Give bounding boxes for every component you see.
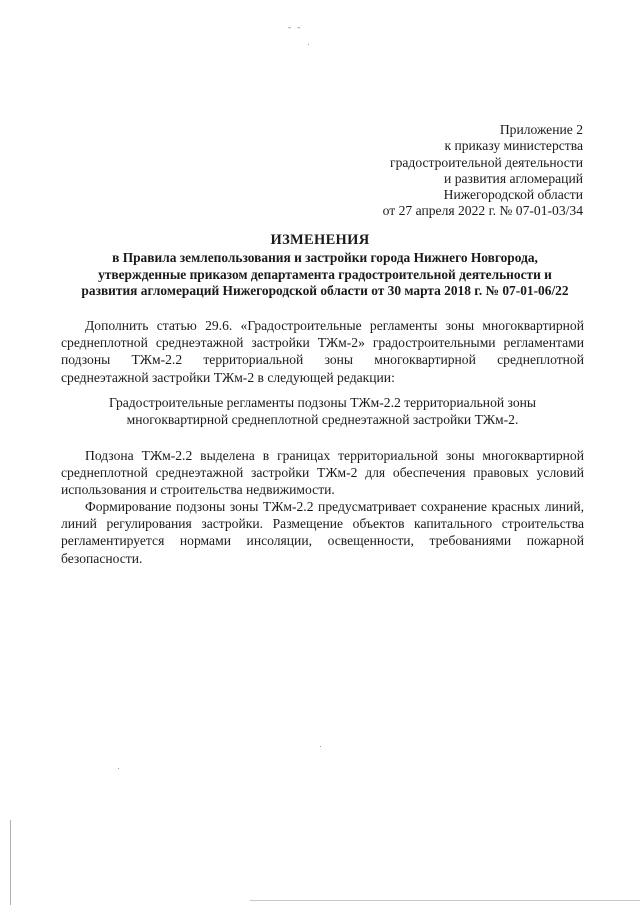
subzone-heading-line: Градостроительные регламенты подзоны ТЖм-2.2 территориальной зоны: [108, 395, 537, 410]
scan-dot: [308, 44, 309, 45]
appendix-line: от 27 апреля 2022 г. № 07-01-03/34: [382, 203, 583, 219]
paragraph-amend-article: Дополнить статью 29.6. «Градостроительные регламенты зоны многоквартирной среднеплотной среднеэтажной застройки ТЖм-2» градостроительными регламентами подзоны ТЖм-2.2 территориальной зоны многоквартирной среднеплотной среднеэтажной застройки ТЖм-2 в следующей редакции:: [61, 318, 584, 385]
appendix-line: Нижегородской области: [443, 187, 583, 203]
appendix-block: [383, 122, 583, 220]
document-title: ИЗМЕНЕНИЯ: [270, 232, 370, 248]
appendix-line: градостроительной деятельности: [390, 154, 583, 170]
subtitle-line: в Правила землепользования и застройки города Нижнего Новгорода,: [112, 250, 538, 265]
paragraph-subzone-purpose: Подзона ТЖм-2.2 выделена в границах территориальной зоны многоквартирной среднеплотной среднеэтажной застройки ТЖм-2 для обеспечения правовых условий использования и строительства недвижимости.: [61, 448, 584, 498]
paragraph-subzone-formation: Формирование подзоны зоны ТЖм-2.2 предусматривает сохранение красных линий, линий регулирования застройки. Размещение объектов капитального строительства регламентируется нормами инсоляции, освещенности, требованиями пожарной безопасности.: [61, 499, 584, 566]
subzone-heading-line: многоквартирной среднеплотной среднеэтажной застройки ТЖм-2.: [126, 412, 519, 428]
scan-artifact: ‑ ‑: [288, 22, 303, 32]
appendix-line: Приложение 2: [499, 122, 583, 137]
subtitle-line: утвержденные приказом департамента градостроительной деятельности и: [98, 266, 552, 282]
subzone-heading: [61, 394, 584, 428]
document-subtitle: [60, 250, 590, 300]
scan-page-edge: [250, 900, 640, 901]
scan-dot: [118, 768, 119, 769]
subtitle-line: развития агломераций Нижегородской области от 30 марта 2018 г. № 07-01-06/22: [81, 283, 569, 299]
appendix-line: к приказу министерства: [444, 138, 583, 154]
scan-dot: [320, 746, 321, 747]
scan-page-edge: [10, 820, 11, 905]
appendix-line: и развития агломераций: [444, 170, 583, 186]
